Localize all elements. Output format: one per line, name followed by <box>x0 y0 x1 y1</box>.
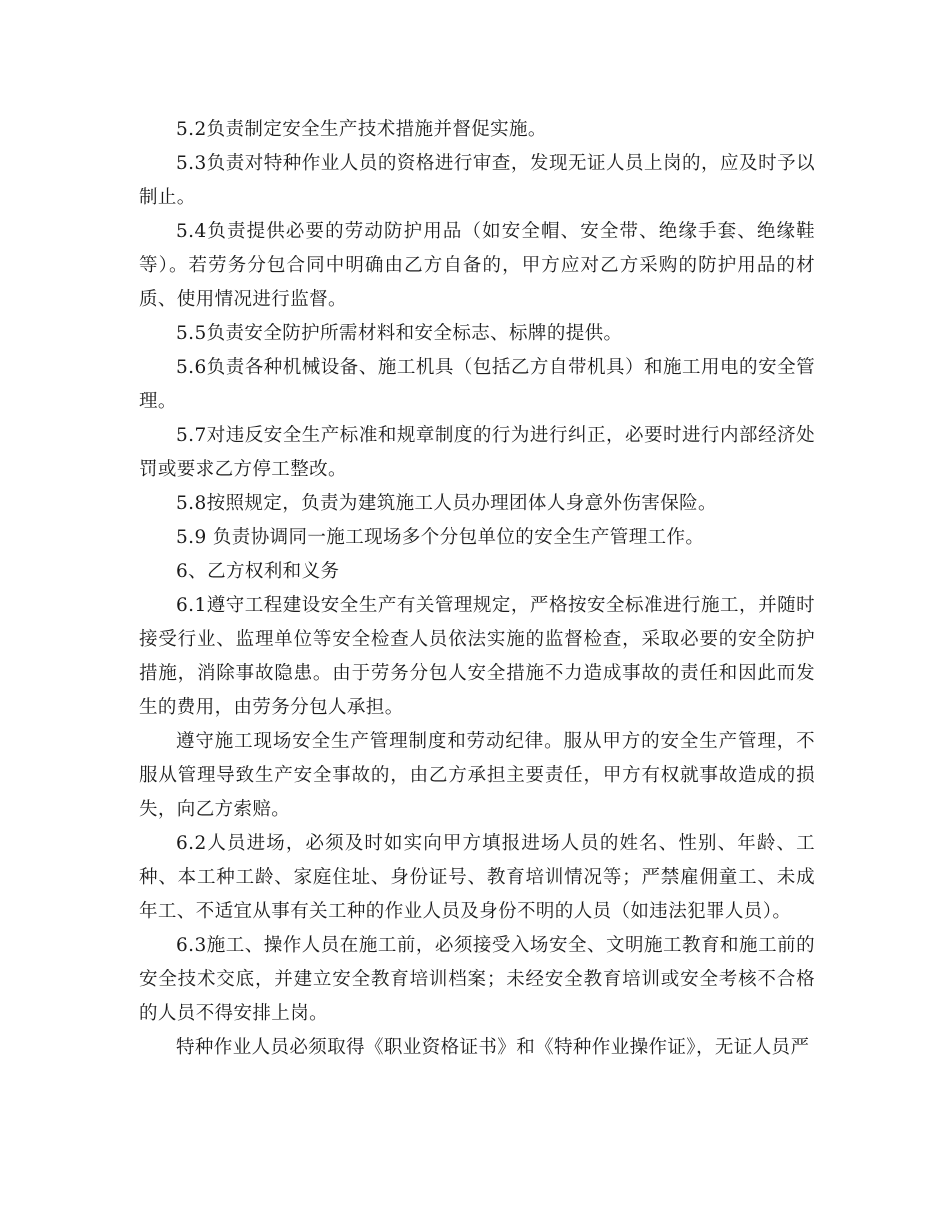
section-heading-6: 6、乙方权利和义务 <box>176 561 340 582</box>
clause-5-9: 5.9 负责协调同一施工现场多个分包单位的安全生产管理工作。 <box>176 527 705 548</box>
clause-6-1-continued: 遵守施工现场安全生产管理制度和劳动纪律。服从甲方的安全生产管理，不服从管理导致生产安全事故的，由乙方承担主要责任，甲方有权就事故造成的损失，向乙方索赔。 <box>139 731 815 820</box>
clause-5-3: 5.3负责对特种作业人员的资格进行审查，发现无证人员上岗的，应及时予以制止。 <box>139 153 815 208</box>
clause-6-3-continued: 特种作业人员必须取得《职业资格证书》和《特种作业操作证》，无证人员严 <box>176 1037 810 1058</box>
clause-5-5: 5.5负责安全防护所需材料和安全标志、标牌的提供。 <box>176 323 623 344</box>
clause-6-1: 6.1遵守工程建设安全生产有关管理规定，严格按安全标准进行施工，并随时接受行业、监理单位等安全检查人员依法实施的监督检查，采取必要的安全防护措施，消除事故隐患。由于劳务分包人安全措施不力造成事故的责任和因此而发生的费用，由劳务分包人承担。 <box>139 595 815 718</box>
clause-5-7: 5.7对违反安全生产标准和规章制度的行为进行纠正，必要时进行内部经济处罚或要求乙方停工整改。 <box>139 425 815 480</box>
clause-6-2: 6.2人员进场，必须及时如实向甲方填报进场人员的姓名、性别、年龄、工种、本工种工龄、家庭住址、身份证号、教育培训情况等；严禁雇佣童工、未成年工、不适宜从事有关工种的作业人员及身份不明的人员（如违法犯罪人员）。 <box>139 833 815 922</box>
clause-5-2: 5.2负责制定安全生产技术措施并督促实施。 <box>176 119 547 140</box>
clause-5-4: 5.4负责提供必要的劳动防护用品（如安全帽、安全带、绝缘手套、绝缘鞋等）。若劳务分包合同中明确由乙方自备的，甲方应对乙方采购的防护用品的材质、使用情况进行监督。 <box>139 221 815 310</box>
document-page <box>139 113 815 1065</box>
clause-5-6: 5.6负责各种机械设备、施工机具（包括乙方自带机具）和施工用电的安全管理。 <box>139 357 815 412</box>
clause-6-3: 6.3施工、操作人员在施工前，必须接受入场安全、文明施工教育和施工前的安全技术交底，并建立安全教育培训档案；未经安全教育培训或安全考核不合格的人员不得安排上岗。 <box>139 935 815 1024</box>
clause-5-8: 5.8按照规定，负责为建筑施工人员办理团体人身意外伤害保险。 <box>176 493 717 514</box>
